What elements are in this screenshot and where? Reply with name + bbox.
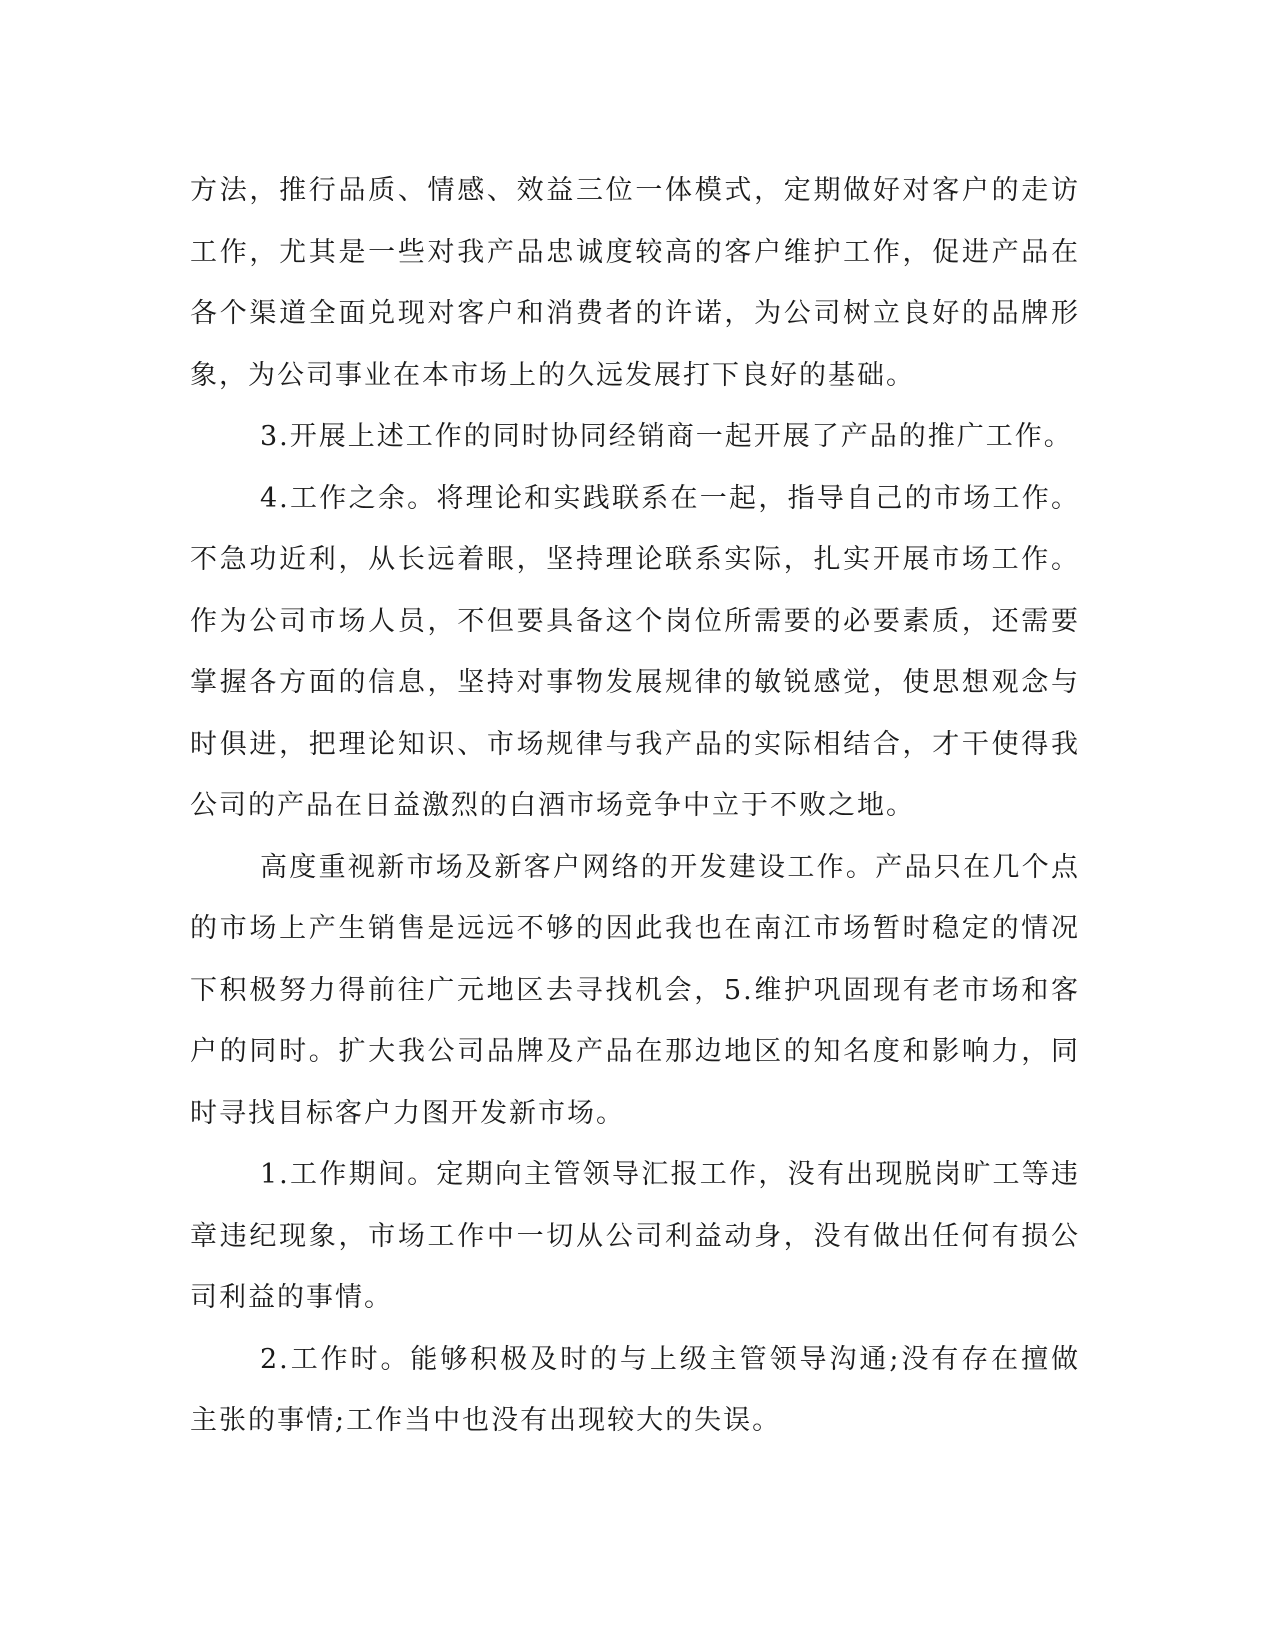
paragraph-6: 2.工作时。能够积极及时的与上级主管领导沟通;没有存在擅做主张的事情;工作当中也没有出现较大的失误。 (190, 1343, 1080, 1436)
paragraph-3: 4.工作之余。将理论和实践联系在一起，指导自己的市场工作。不急功近利，从长远着眼，坚持理论联系实际，扎实开展市场工作。作为公司市场人员，不但要具备这个岗位所需要的必要素质，还需要掌握各方面的信息，坚持对事物发展规律的敏锐感觉，使思想观念与时俱进，把理论知识、市场规律与我产品的实际相结合，才干使得我公司的产品在日益激烈的白酒市场竞争中立于不败之地。 (190, 482, 1080, 821)
paragraph-1: 方法，推行品质、情感、效益三位一体模式，定期做好对客户的走访工作，尤其是一些对我产品忠诚度较高的客户维护工作，促进产品在各个渠道全面兑现对客户和消费者的许诺，为公司树立良好的品牌形象，为公司事业在本市场上的久远发展打下良好的基础。 (190, 175, 1080, 391)
paragraph-2: 3.开展上述工作的同时协同经销商一起开展了产品的推广工作。 (260, 421, 1073, 452)
body-text (190, 160, 1080, 1452)
paragraph-4: 高度重视新市场及新客户网络的开发建设工作。产品只在几个点的市场上产生销售是远远不够的因此我也在南江市场暂时稳定的情况下积极努力得前往广元地区去寻找机会，5.维护巩固现有老市场和客户的同时。扩大我公司品牌及产品在那边地区的知名度和影响力，同时寻找目标客户力图开发新市场。 (190, 851, 1080, 1129)
paragraph-5: 1.工作期间。定期向主管领导汇报工作，没有出现脱岗旷工等违章违纪现象，市场工作中一切从公司利益动身，没有做出任何有损公司利益的事情。 (190, 1159, 1080, 1313)
